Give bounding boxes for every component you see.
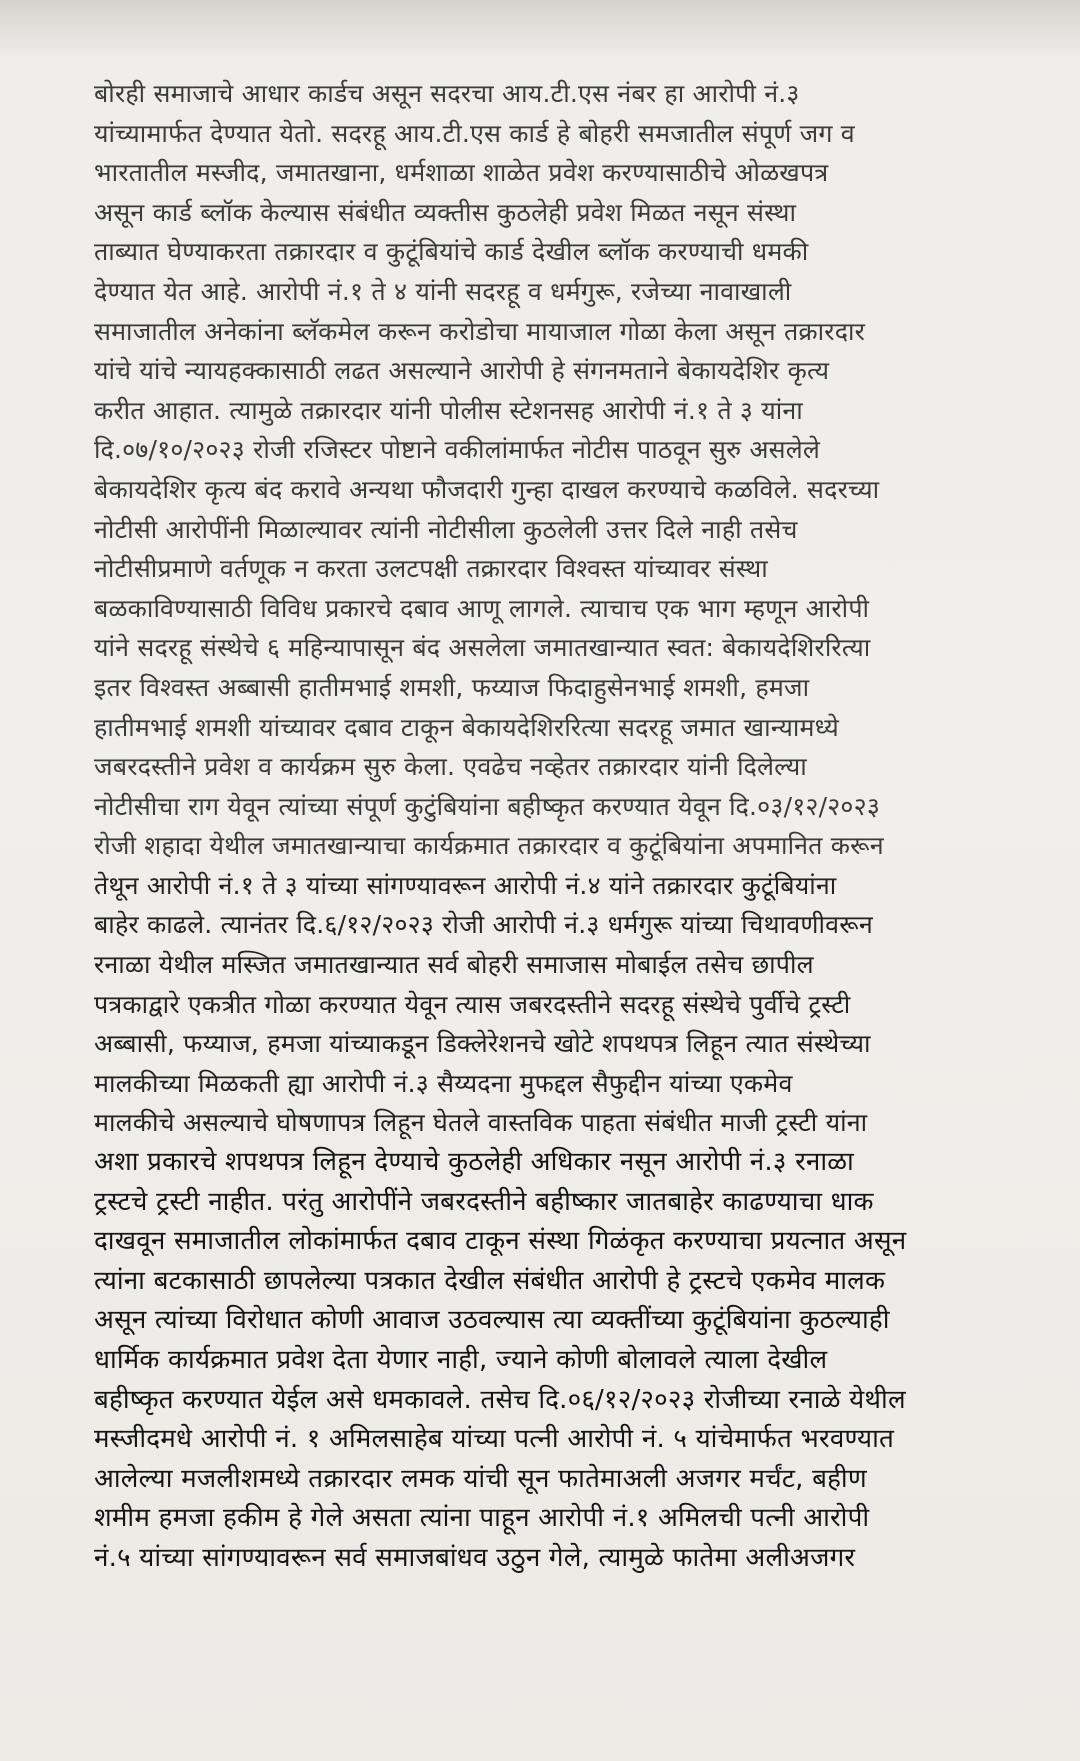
text-line: नोटीसीप्रमाणे वर्तणूक न करता उलटपक्षी तक्रारदार विश्वस्त यांच्यावर संस्था	[94, 554, 768, 584]
text-line: अशा प्रकारचे शपथपत्र लिहून देण्याचे कुठलेही अधिकार नसून आरोपी नं.३ रनाळा	[94, 1147, 854, 1178]
text-line: इतर विश्वस्त अब्बासी हातीमभाई शमशी, फय्याज फिदाहुसेनभाई शमशी, हमजा	[94, 672, 810, 702]
text-line: धार्मिक कार्यक्रमात प्रवेश देता येणार नाही, ज्याने कोणी बोलावले त्याला देखील	[94, 1345, 828, 1375]
text-line: जबरदस्तीने प्रवेश व कार्यक्रम सुरु केला. एवढेच नव्हेतर तक्रारदार यांनी दिलेल्या	[94, 752, 807, 782]
text-line: ताब्यात घेण्याकरता तक्रारदार व कुटूंबियांचे कार्ड देखील ब्लॉक करण्याची धमकी	[94, 237, 809, 267]
text-line: त्यांना बटकासाठी छापलेल्या पत्रकात देखील संबंधीत आरोपी हे ट्रस्टचे एकमेव मालक	[94, 1265, 886, 1296]
text-line: यांने सदरहू संस्थेचे ६ महिन्यापासून बंद असलेला जमातखान्यात स्वत: बेकायदेशिररित्या	[94, 633, 871, 663]
text-line: रोजी शहादा येथील जमातखान्याचा कार्यक्रमात तक्रारदार व कुटूंबियांना अपमानित करून	[94, 831, 884, 861]
text-line: यांच्यामार्फत देण्यात येतो. सदरहू आय.टी.एस कार्ड हे बोहरी समजातील संपूर्ण जग व	[94, 118, 855, 148]
text-line: मालकीचे असल्याचे घोषणापत्र लिहून घेतले वास्तविक पाहता संबंधीत माजी ट्रस्टी यांना	[94, 1108, 868, 1138]
text-line: नोटीसीचा राग येवून त्यांच्या संपूर्ण कुटुंबियांना बहीष्कृत करण्यात येवून दि.०३/१२/२०२३	[94, 791, 881, 821]
document-body-text	[94, 74, 1080, 1579]
text-line: मालकीच्या मिळकती ह्या आरोपी नं.३ सैय्यदना मुफद्दल सैफुद्दीन यांच्या एकमेव	[94, 1068, 793, 1098]
text-line: असून त्यांच्या विरोधात कोणी आवाज उठवल्यास त्या व्यक्तींच्या कुटूंबियांना कुठल्याही	[94, 1305, 890, 1336]
text-line: बळकाविण्यासाठी विविध प्रकारचे दबाव आणू लागले. त्याचाच एक भाग म्हणून आरोपी	[94, 593, 870, 623]
text-line: पत्रकाद्वारे एकत्रीत गोळा करण्यात येवून त्यास जबरदस्तीने सदरहू संस्थेचे पुर्वीचे ट्रस्टी	[94, 989, 851, 1019]
text-line: दाखवून समाजातील लोकांमार्फत दबाव टाकून संस्था गिळंकृत करण्याचा प्रयत्नात असून	[94, 1226, 907, 1257]
text-line: मस्जीदमधे आरोपी नं. १ अमिलसाहेब यांच्या पत्नी आरोपी नं. ५ यांचेमार्फत भरवण्यात	[94, 1424, 895, 1455]
text-line: हातीमभाई शमशी यांच्यावर दबाव टाकून बेकायदेशिररित्या सदरहू जमात खान्यामध्ये	[94, 712, 839, 742]
text-line: बाहेर काढले. त्यानंतर दि.६/१२/२०२३ रोजी आरोपी नं.३ धर्मगुरू यांच्या चिथावणीवरून	[94, 910, 873, 940]
text-line: देण्यात येत आहे. आरोपी नं.१ ते ४ यांनी सदरहू व धर्मगुरू, रजेच्या नावाखाली	[94, 276, 792, 306]
text-line: बोरही समाजाचे आधार कार्डच असून सदरचा आय.टी.एस नंबर हा आरोपी नं.३	[94, 79, 800, 108]
text-line: भारतातील मस्जीद, जमातखाना, धर्मशाळा शाळेत प्रवेश करण्यासाठीचे ओळखपत्र	[94, 158, 829, 188]
text-line: अब्बासी, फय्याज, हमजा यांच्याकडून डिक्लेरेशनचे खोटे शपथपत्र लिहून त्यात संस्थेच्या	[94, 1029, 871, 1059]
text-line: दि.०७/१०/२०२३ रोजी रजिस्टर पोष्टाने वकीलांमार्फत नोटीस पाठवून सुरु असलेले	[94, 435, 821, 465]
text-line: असून कार्ड ब्लॉक केल्यास संबंधीत व्यक्तीस कुठलेही प्रवेश मिळत नसून संस्था	[94, 197, 797, 227]
text-line: ट्रस्टचे ट्रस्टी नाहीत. परंतु आरोपींने जबरदस्तीने बहीष्कार जातबाहेर काढण्याचा धाक	[94, 1186, 874, 1217]
page-top-shadow	[0, 0, 1080, 60]
text-line: रनाळा येथील मस्जित जमातखान्यात सर्व बोहरी समाजास मोबाईल तसेच छापील	[94, 950, 814, 980]
text-line: शमीम हमजा हकीम हे गेले असता त्यांना पाहून आरोपी नं.१ अमिलची पत्नी आरोपी	[94, 1503, 870, 1534]
text-line: बेकायदेशिर कृत्य बंद करावे अन्यथा फौजदारी गुन्हा दाखल करण्याचे कळविले. सदरच्या	[94, 474, 880, 504]
text-line: आलेल्या मजलीशमध्ये तक्रारदार लमक यांची सून फातेमाअली अजगर मर्चंट, बहीण	[94, 1463, 867, 1494]
text-line: समाजातील अनेकांना ब्लॅकमेल करून करोडोचा मायाजाल गोळा केला असून तक्रारदार	[94, 316, 866, 346]
text-line: बहीष्कृत करण्यात येईल असे धमकावले. तसेच दि.०६/१२/२०२३ रोजीच्या रनाळे येथील	[94, 1384, 906, 1415]
text-line: तेथून आरोपी नं.१ ते ३ यांच्या सांगण्यावरून आरोपी नं.४ यांने तक्रारदार कुटूंबियांना	[94, 870, 837, 900]
text-line: नं.५ यांच्या सांगण्यावरून सर्व समाजबांधव उठुन गेले, त्यामुळे फातेमा अलीअजगर	[94, 1542, 856, 1573]
text-line: करीत आहात. त्यामुळे तक्रारदार यांनी पोलीस स्टेशनसह आरोपी नं.१ ते ३ यांना	[94, 395, 803, 425]
text-line: यांचे यांचे न्यायहक्कासाठी लढत असल्याने आरोपी हे संगनमताने बेकायदेशिर कृत्य	[94, 356, 830, 386]
text-line: नोटीसी आरोपींनी मिळाल्यावर त्यांनी नोटीसीला कुठलेली उत्तर दिले नाही तसेच	[94, 514, 798, 544]
